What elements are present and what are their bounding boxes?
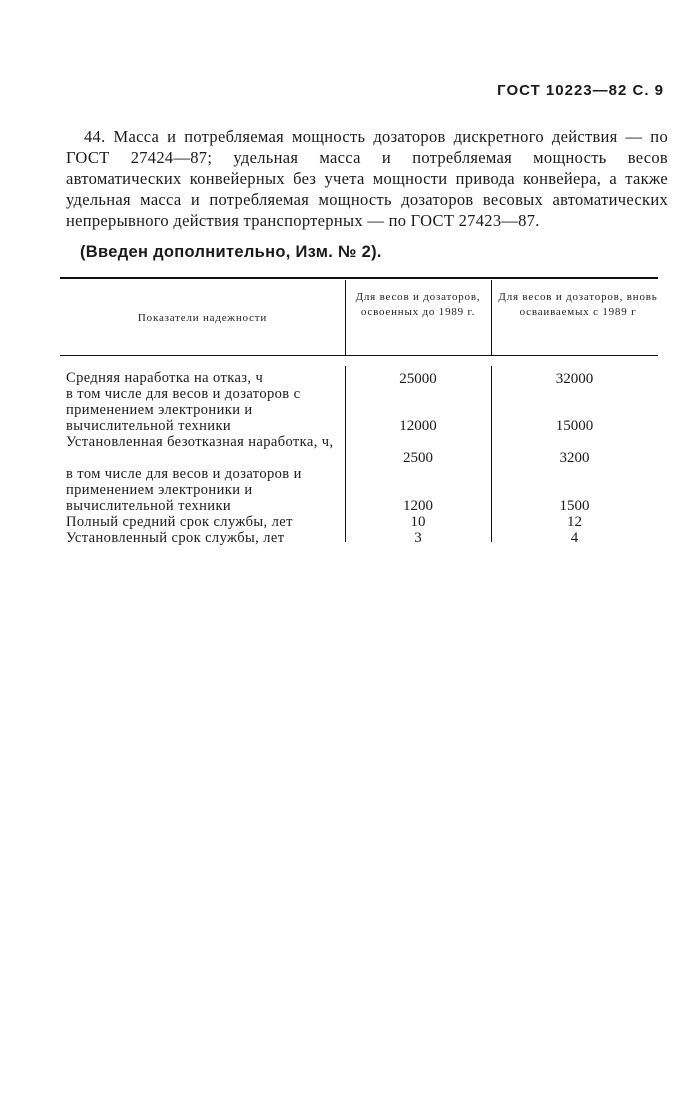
table-cell-value: 12000 bbox=[399, 418, 437, 434]
table-row-label: в том числе для весов и дозаторов с применением электроники и вычислительной техники bbox=[66, 386, 301, 434]
table-cell-value: 1200 bbox=[403, 498, 433, 514]
table-cell-value: 10 bbox=[410, 514, 426, 530]
table-row-label: Установленная безотказная наработка, ч, bbox=[66, 434, 334, 450]
table-row-label: Средняя наработка на отказ, ч bbox=[66, 370, 264, 386]
table-cell-value: 1500 bbox=[559, 498, 590, 514]
table-header-divider-1 bbox=[345, 280, 346, 355]
table-cell-value: 4 bbox=[570, 530, 579, 546]
paragraph-44: 44. Масса и потребляемая мощность дозаторов дискретного действия — по ГОСТ 27424—87; удельная масса и потребляемая мощность весов автоматических конвейерных без учета мощности привода конвейера, а также удельная масса и потребляемая мощность дозаторов весовых автоматических непрерывного действия транспортерных — по ГОСТ 27423—87. bbox=[66, 127, 668, 230]
table-cell-value: 25000 bbox=[399, 371, 437, 387]
header-indicator: Показатели надежности bbox=[137, 312, 268, 324]
table-row-label: Установленный срок службы, лет bbox=[66, 530, 285, 546]
table-cell-value: 12 bbox=[567, 514, 582, 530]
table-header-divider-2 bbox=[491, 280, 492, 355]
table-cell-value: 2500 bbox=[403, 450, 433, 466]
table-cell-value: 15000 bbox=[555, 418, 594, 434]
table-row-label: Полный средний срок службы, лет bbox=[66, 514, 293, 530]
header-col-from-1989: Для весов и дозаторов, вновь осваиваемых с 1989 г bbox=[498, 291, 658, 318]
table-row-label: в том числе для весов и дозаторов и применением электроники и вычислительной техники bbox=[66, 466, 302, 514]
table-header-rule bbox=[60, 355, 658, 356]
table-cell-value: 3 bbox=[414, 530, 422, 546]
table-top-rule bbox=[60, 277, 658, 279]
table-cell-value: 3200 bbox=[559, 450, 590, 466]
header-col-before-1989: Для весов и дозаторов, освоенных до 1989 г. bbox=[355, 291, 481, 318]
running-header: ГОСТ 10223—82 С. 9 bbox=[497, 82, 664, 99]
amendment-note: (Введен дополнительно, Изм. № 2). bbox=[80, 243, 382, 261]
table-cell-value: 32000 bbox=[555, 371, 594, 387]
